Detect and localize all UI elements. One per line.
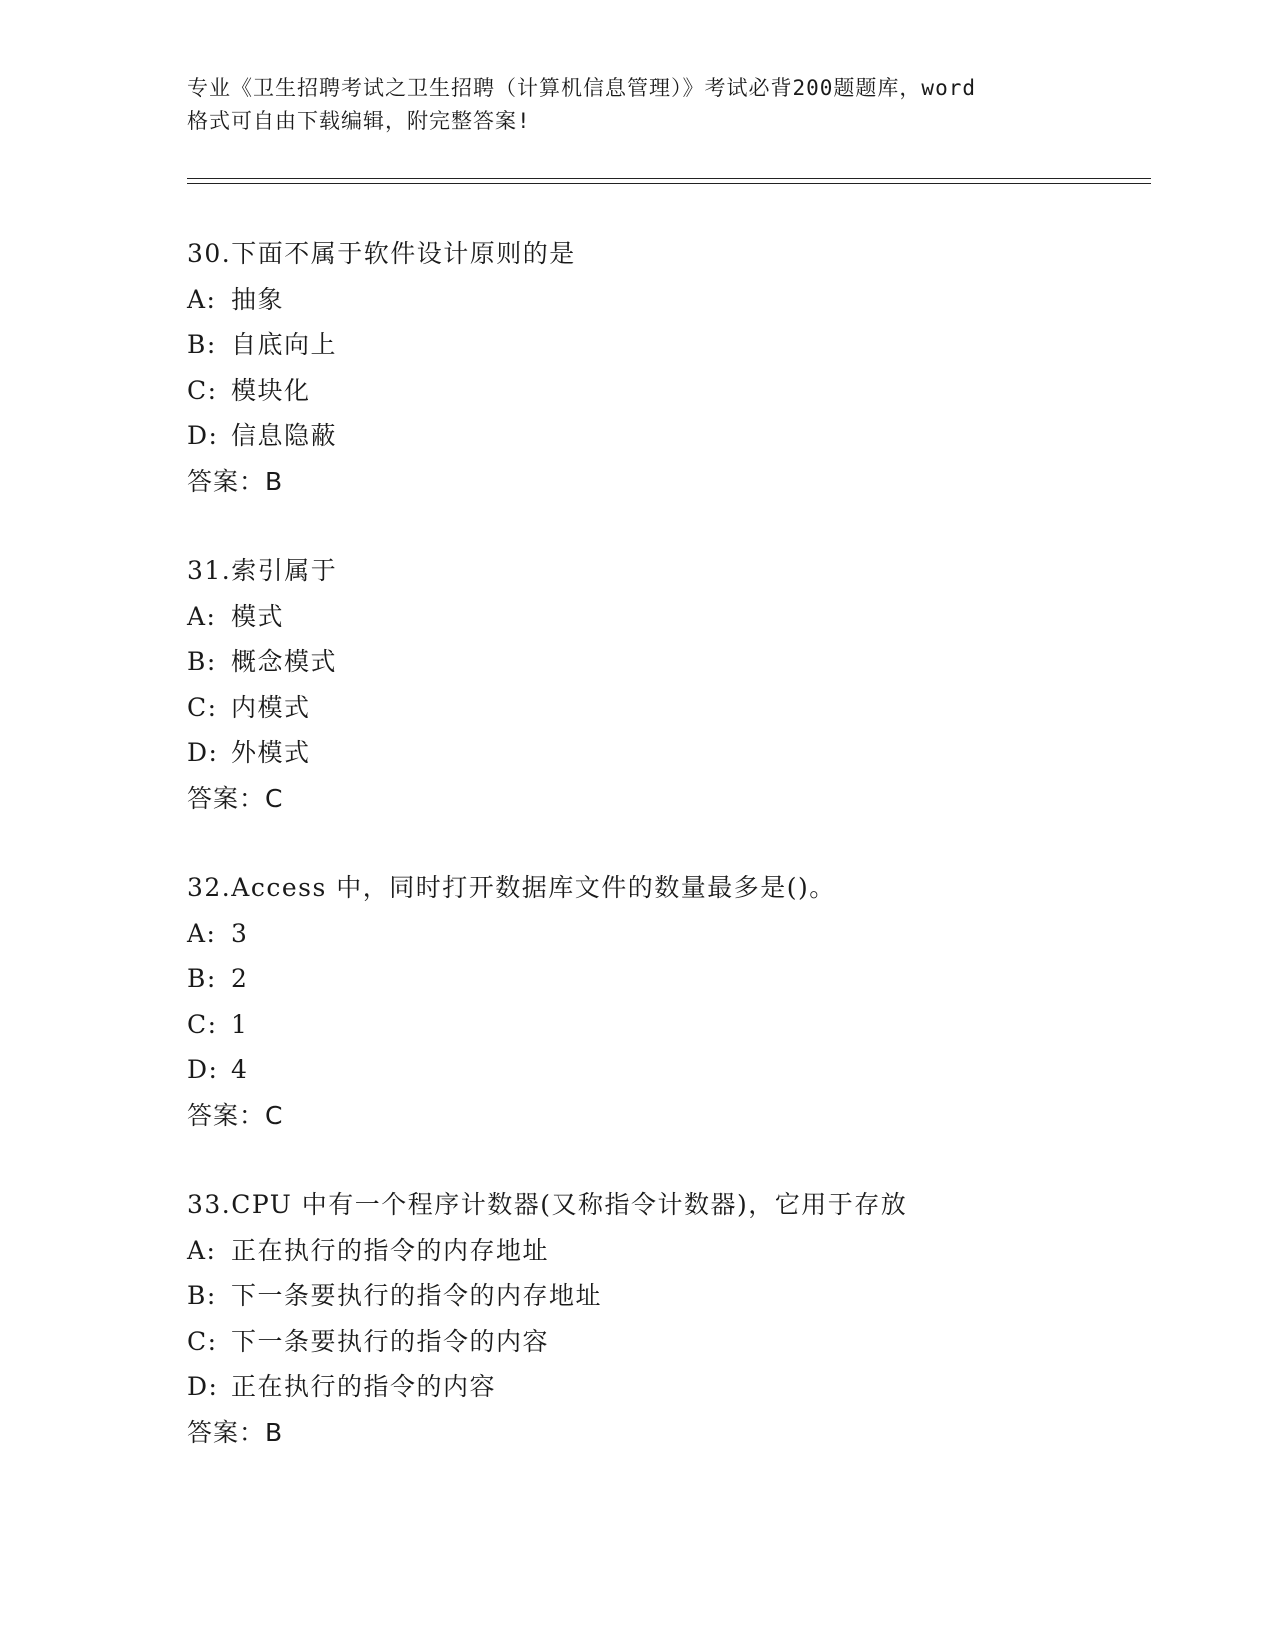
option-b: [187, 322, 1147, 368]
option-key: B:: [187, 964, 217, 993]
option-d: [187, 1364, 1147, 1410]
option-c: [187, 368, 1147, 414]
option-text: 外模式: [231, 738, 311, 767]
header-line-1: 专业《卫生招聘考试之卫生招聘（计算机信息管理）》考试必背200题题库，word: [187, 76, 976, 100]
option-text: 模块化: [231, 375, 311, 405]
header-line-2: 格式可自由下载编辑，附完整答案!: [187, 109, 531, 133]
option-c: [187, 685, 1147, 731]
question-item: [187, 548, 1147, 821]
option-key: C:: [187, 1009, 218, 1039]
option-text: 概念模式: [231, 647, 338, 676]
option-b: [187, 1273, 1147, 1319]
option-key: D:: [187, 421, 219, 450]
option-key: B:: [187, 330, 217, 359]
option-d: [187, 730, 1147, 776]
option-key: A:: [187, 1235, 217, 1265]
answer-line: 答案：C: [187, 783, 284, 813]
option-a: [187, 1228, 1147, 1274]
option-key: A:: [187, 601, 217, 631]
option-c: [187, 1319, 1147, 1365]
header-divider-top: [187, 178, 1151, 179]
question-stem: 33.CPU 中有一个程序计数器(又称指令计数器)，它用于存放: [187, 1190, 908, 1219]
option-d: [187, 413, 1147, 459]
answer-line: 答案：C: [187, 1100, 284, 1130]
option-key: D:: [187, 1055, 219, 1084]
option-key: B:: [187, 1281, 217, 1310]
answer-line: 答案：B: [187, 1417, 284, 1447]
option-b: [187, 956, 1147, 1002]
answer-line: 答案：B: [187, 466, 284, 496]
option-text: 抽象: [231, 284, 285, 314]
option-b: [187, 639, 1147, 685]
option-a: [187, 277, 1147, 323]
option-text: 下一条要执行的指令的内容: [231, 1326, 550, 1356]
option-key: D:: [187, 738, 219, 767]
question-item: [187, 865, 1147, 1138]
option-d: [187, 1047, 1147, 1093]
option-text: 下一条要执行的指令的内存地址: [231, 1281, 603, 1310]
option-text: 自底向上: [231, 330, 338, 359]
option-a: [187, 911, 1147, 957]
option-text: 正在执行的指令的内容: [231, 1372, 497, 1401]
option-text: 3: [231, 918, 249, 948]
option-key: C:: [187, 375, 218, 405]
option-key: A:: [187, 918, 217, 948]
option-text: 正在执行的指令的内存地址: [231, 1235, 550, 1265]
question-stem: 32.Access 中，同时打开数据库文件的数量最多是()。: [187, 873, 836, 902]
option-text: 4: [231, 1055, 249, 1084]
option-key: C:: [187, 692, 218, 722]
option-key: B:: [187, 647, 217, 676]
option-text: 信息隐蔽: [231, 421, 338, 450]
option-a: [187, 594, 1147, 640]
document-header: [187, 72, 1087, 138]
question-list: [187, 231, 1147, 1499]
question-stem: 31.索引属于: [187, 556, 338, 585]
option-key: C:: [187, 1326, 218, 1356]
option-text: 1: [231, 1009, 249, 1039]
header-divider-bottom: [187, 183, 1151, 184]
option-text: 模式: [231, 601, 285, 631]
option-text: 2: [231, 964, 249, 993]
question-item: [187, 1182, 1147, 1455]
option-c: [187, 1002, 1147, 1048]
question-stem: 30.下面不属于软件设计原则的是: [187, 239, 576, 268]
option-key: D:: [187, 1372, 219, 1401]
question-item: [187, 231, 1147, 504]
option-key: A:: [187, 284, 217, 314]
option-text: 内模式: [231, 692, 311, 722]
